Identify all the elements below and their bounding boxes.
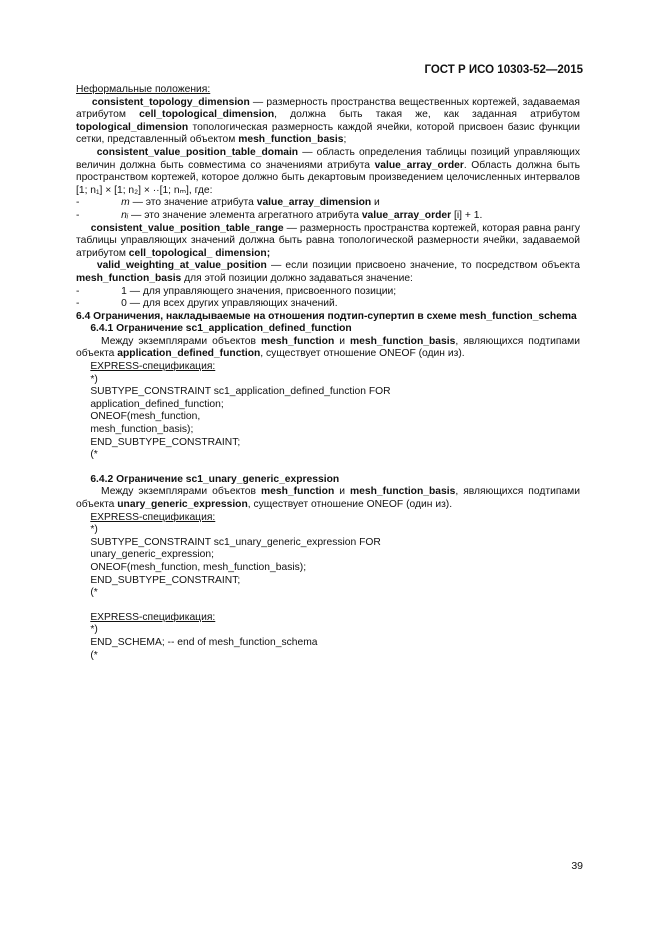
rule-value-position-table-domain: consistent_value_position_table_domain — область определения таблицы позиций управляющих величин должна быть совместима со значениями атрибута value_array_order. Область должна быть пространством кортежей, которое должно быть декартовым произведением целочисленных интервалов [1; n₁] × [1; n₂] × ··[1; nₘ], где: — [76, 146, 580, 196]
code-line: (* — [90, 649, 98, 661]
express-label: EXPRESS-спецификация: — [90, 361, 216, 373]
informal-title: Неформальные положения: — [76, 84, 211, 95]
code-line: END_SCHEMA; -- end of mesh_function_schema — [90, 636, 318, 648]
code-line: (* — [90, 449, 98, 461]
subsection-heading: 6.4.2 Ограничение sc1_unary_generic_expression — [90, 473, 340, 485]
subsection-text: Между экземплярами объектов mesh_function и mesh_function_basis, являющихся подтипами объекта unary_generic_expression, существует отношение ONEOF (один из). — [76, 486, 580, 510]
code-block — [76, 524, 580, 600]
code-line: *) — [90, 373, 98, 385]
list-item: - nᵢ — это значение элемента агрегатного атрибута value_array_order [i] + 1. — [76, 209, 483, 221]
code-line: *) — [90, 624, 98, 636]
code-line: SUBTYPE_CONSTRAINT sc1_application_defined_function FOR — [90, 386, 391, 398]
code-line: *) — [90, 524, 98, 536]
express-label: EXPRESS-спецификация: — [90, 611, 216, 623]
code-block — [76, 624, 580, 662]
subsection-heading: 6.4.1 Ограничение sc1_application_defined_function — [90, 323, 352, 335]
rule-value-position-table-range: consistent_value_position_table_range — размерность пространства кортежей, которая равна рангу таблицы управляющих значений должна быть равна топологической размерности ячейки, задаваемой атрибутом cell_topological_ dimension; — [76, 222, 580, 259]
running-header: ГОСТ Р ИСО 10303-52—2015 — [424, 64, 583, 76]
code-line: ONEOF(mesh_function, — [90, 411, 201, 423]
code-line: END_SUBTYPE_CONSTRAINT; — [90, 436, 241, 448]
subsection-text: Между экземплярами объектов mesh_function и mesh_function_basis, являющихся подтипами объекта application_defined_function, существует отношение ONEOF (один из). — [76, 335, 580, 360]
page-body — [76, 84, 580, 662]
code-line: unary_generic_expression; — [90, 549, 214, 561]
code-line: SUBTYPE_CONSTRAINT sc1_unary_generic_expression FOR — [90, 536, 381, 548]
code-line: (* — [90, 587, 98, 599]
code-line: application_defined_function; — [90, 398, 224, 410]
list-item: - 1 — для управляющего значения, присвоенного позиции; — [76, 285, 397, 297]
code-line: mesh_function_basis); — [90, 424, 194, 436]
express-label: EXPRESS-спецификация: — [90, 511, 216, 523]
rule-consistent-topology-dimension: consistent_topology_dimension — размерность пространства вещественных кортежей, задаваемая атрибутом cell_topological_dimension, должна быть такая же, как заданная атрибутом topological_dimension топологическая размерность каждой ячейки, которой присвоен базис функции сетки, представленный объектом mesh_function_basis; — [76, 96, 580, 146]
list-item: - m — это значение атрибута value_array_dimension и — [76, 197, 380, 209]
list-item: - 0 — для всех других управляющих значений. — [76, 298, 338, 310]
page-number: 39 — [571, 860, 583, 872]
code-line: ONEOF(mesh_function, mesh_function_basis); — [90, 561, 307, 573]
code-line: END_SUBTYPE_CONSTRAINT; — [90, 574, 241, 586]
section-heading: 6.4 Ограничения, накладываемые на отношения подтип-супертип в схеме mesh_function_schema — [76, 310, 577, 322]
code-block — [76, 374, 580, 462]
rule-valid-weighting: valid_weighting_at_value_position — если позиции присвоено значение, то посредством объекта mesh_function_basis для этой позиции должно задаваться значение: — [76, 260, 580, 284]
